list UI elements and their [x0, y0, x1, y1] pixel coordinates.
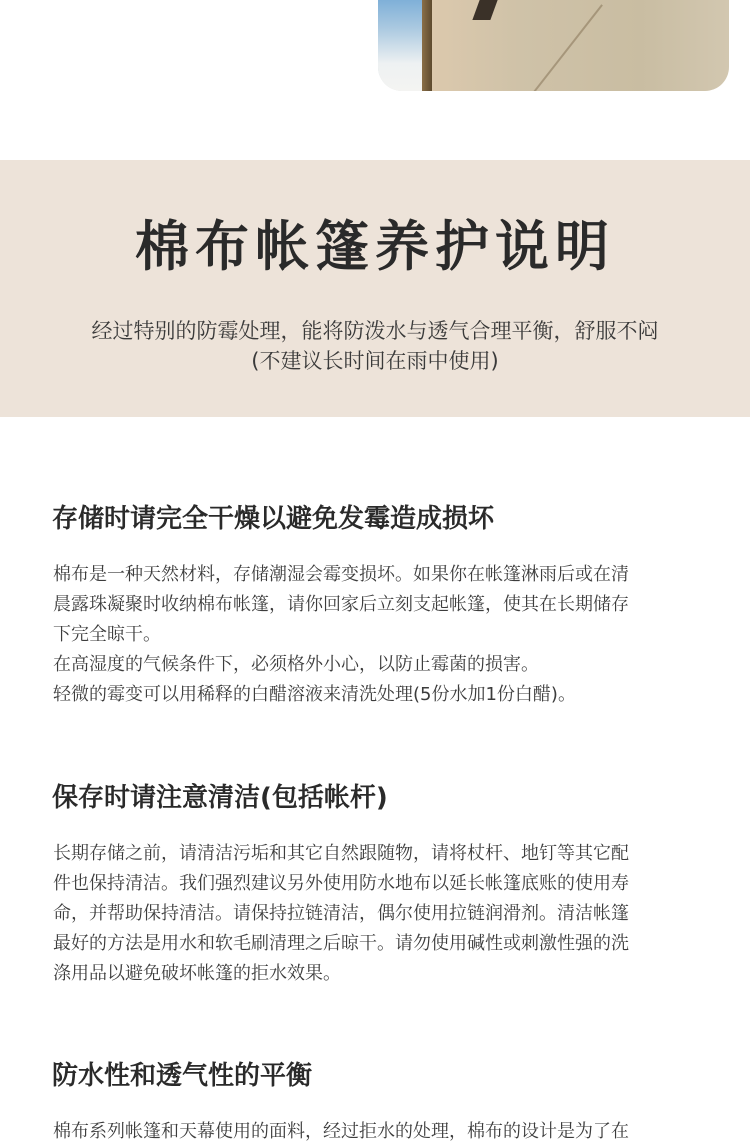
photo-sky [378, 0, 424, 91]
section-heading-balance: 防水性和透气性的平衡 [52, 1061, 313, 1091]
intro-band [0, 160, 750, 417]
section-heading-cleaning: 保存时请注意清洁(包括帐杆) [52, 783, 388, 813]
photo-fabric-seam [515, 4, 603, 91]
body-line: 件也保持清洁。我们强烈建议另外使用防水地布以延长帐篷底账的使用寿 [53, 873, 629, 894]
body-line: 棉布系列帐篷和天幕使用的面料，经过拒水的处理，棉布的设计是为了在 [53, 1121, 629, 1142]
intro-text: 经过特别的防霉处理，能将防泼水与透气合理平衡，舒服不闷 [91, 319, 659, 343]
section-heading-storage: 存储时请完全干燥以避免发霉造成损坏 [52, 504, 495, 534]
intro-note: (不建议长时间在雨中使用) [251, 349, 499, 373]
body-line: 在高湿度的气候条件下，必须格外小心，以防止霉菌的损害。 [53, 654, 539, 675]
body-line: 轻微的霉变可以用稀释的白醋溶液来清洗处理(5份水加1份白醋)。 [53, 684, 576, 705]
body-line: 长期存储之前，请清洁污垢和其它自然跟随物，请将杖杆、地钉等其它配 [53, 843, 629, 864]
page-title: 棉布帐篷养护说明 [135, 215, 615, 278]
photo-shadow [472, 0, 497, 20]
tent-photo [378, 0, 729, 91]
body-line: 棉布是一种天然材料，存储潮湿会霉变损坏。如果你在帐篷淋雨后或在清 [53, 564, 629, 585]
section-body-storage [53, 560, 701, 710]
body-line: 命，并帮助保持清洁。请保持拉链清洁，偶尔使用拉链润滑剂。清洁帐篷 [53, 903, 629, 924]
section-body-cleaning [53, 839, 701, 989]
body-line: 晨露珠凝聚时收纳棉布帐篷，请你回家后立刻支起帐篷，使其在长期储存 [53, 594, 629, 615]
body-line: 最好的方法是用水和软毛刷清理之后晾干。请勿使用碱性或刺激性强的洗 [53, 933, 629, 954]
body-line: 下完全晾干。 [53, 624, 161, 645]
section-body-balance [53, 1117, 701, 1147]
body-line: 涤用品以避免破坏帐篷的拒水效果。 [53, 963, 341, 984]
photo-tent-pole [422, 0, 432, 91]
